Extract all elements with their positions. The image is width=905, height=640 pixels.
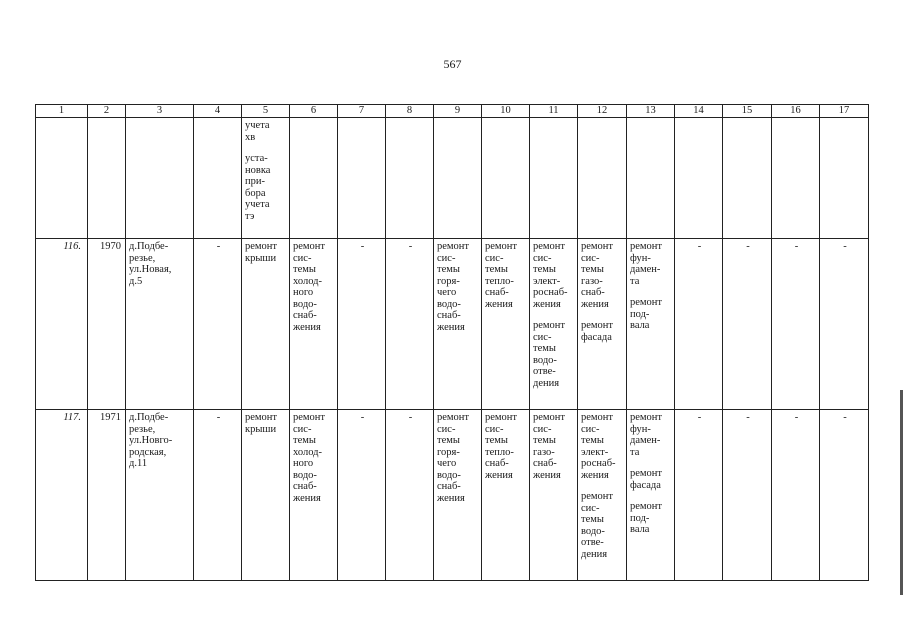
cell-text: ремонт фун- дамен- та xyxy=(630,412,663,458)
year-cell: 1971 xyxy=(88,410,126,581)
column-header: 6 xyxy=(290,105,338,118)
column-header: 1 xyxy=(36,105,88,118)
page-number: 567 xyxy=(443,57,462,71)
cell: - xyxy=(772,410,820,581)
column-header: 3 xyxy=(126,105,194,118)
cell: ремонт крыши xyxy=(242,410,290,581)
column-header: 9 xyxy=(434,105,482,118)
cell xyxy=(675,118,723,239)
cell-text: ремонт сис- темы водо- отве- дения xyxy=(533,320,566,389)
cell: ремонт сис- темы холод- ного водо- снаб- жения xyxy=(290,410,338,581)
cell xyxy=(88,118,126,239)
cell-text: ремонт фун- дамен- та xyxy=(630,241,663,287)
repair-schedule-table xyxy=(35,104,869,581)
row-number: 117. xyxy=(36,410,88,581)
cell xyxy=(627,410,675,581)
cell xyxy=(194,118,242,239)
cell xyxy=(723,118,772,239)
cell xyxy=(530,118,578,239)
table-row xyxy=(36,118,869,239)
address-cell: д.Подбе- резье, ул.Новая, д.5 xyxy=(126,239,194,410)
cell: - xyxy=(820,410,869,581)
scan-edge-line xyxy=(900,390,903,595)
cell: - xyxy=(338,410,386,581)
cell-text: ремонт сис- темы газо- снаб- жения xyxy=(581,241,614,310)
column-header: 12 xyxy=(578,105,627,118)
cell: - xyxy=(194,410,242,581)
cell xyxy=(482,118,530,239)
cell: - xyxy=(723,239,772,410)
cell xyxy=(338,118,386,239)
cell xyxy=(627,239,675,410)
cell xyxy=(530,239,578,410)
column-header: 15 xyxy=(723,105,772,118)
cell xyxy=(772,118,820,239)
cell: - xyxy=(386,239,434,410)
cell: ремонт сис- темы газо- снаб- жения xyxy=(530,410,578,581)
column-number-row xyxy=(36,105,869,118)
cell-text: ремонт фасада xyxy=(581,320,614,343)
cell xyxy=(578,118,627,239)
column-header: 7 xyxy=(338,105,386,118)
table-row xyxy=(36,410,869,581)
cell xyxy=(386,118,434,239)
cell xyxy=(242,118,290,239)
row-number: 116. xyxy=(36,239,88,410)
column-header: 11 xyxy=(530,105,578,118)
cell xyxy=(290,118,338,239)
column-header: 8 xyxy=(386,105,434,118)
cell: - xyxy=(772,239,820,410)
cell: ремонт сис- темы тепло- снаб- жения xyxy=(482,410,530,581)
column-header: 4 xyxy=(194,105,242,118)
cell-text: ремонт сис- темы элект- роснаб- жения xyxy=(581,412,616,481)
column-header: 17 xyxy=(820,105,869,118)
cell xyxy=(578,239,627,410)
table-row xyxy=(36,239,869,410)
cell: ремонт сис- темы горя- чего водо- снаб- жения xyxy=(434,410,482,581)
column-header: 2 xyxy=(88,105,126,118)
cell-text: ремонт под- вала xyxy=(630,297,663,331)
cell: - xyxy=(338,239,386,410)
cell: ремонт сис- темы холод- ного водо- снаб- жения xyxy=(290,239,338,410)
cell: ремонт сис- темы горя- чего водо- снаб- жения xyxy=(434,239,482,410)
cell-text: ремонт сис- темы водо- отве- дения xyxy=(581,491,614,560)
column-header: 14 xyxy=(675,105,723,118)
column-header: 10 xyxy=(482,105,530,118)
cell-text: ремонт сис- темы элект- роснаб- жения xyxy=(533,241,568,310)
cell-text: ремонт фасада xyxy=(630,468,663,491)
cell-text: уста- новка при- бора учета тэ xyxy=(245,153,271,222)
column-header: 5 xyxy=(242,105,290,118)
cell xyxy=(434,118,482,239)
address-cell: д.Подбе- резье, ул.Новго- родская, д.11 xyxy=(126,410,194,581)
column-header: 13 xyxy=(627,105,675,118)
cell: - xyxy=(194,239,242,410)
cell xyxy=(36,118,88,239)
column-header: 16 xyxy=(772,105,820,118)
cell: - xyxy=(675,410,723,581)
cell: ремонт крыши xyxy=(242,239,290,410)
cell xyxy=(578,410,627,581)
year-cell: 1970 xyxy=(88,239,126,410)
cell-text: ремонт под- вала xyxy=(630,501,663,535)
cell-text: учета хв xyxy=(245,120,270,143)
cell: - xyxy=(675,239,723,410)
cell xyxy=(126,118,194,239)
cell: - xyxy=(820,239,869,410)
cell: - xyxy=(723,410,772,581)
cell: ремонт сис- темы тепло- снаб- жения xyxy=(482,239,530,410)
cell xyxy=(627,118,675,239)
cell xyxy=(820,118,869,239)
cell: - xyxy=(386,410,434,581)
